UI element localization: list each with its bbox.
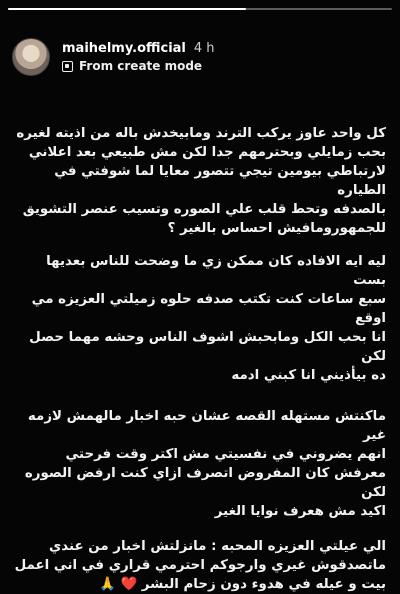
paragraph-3: ماكنتش مستهله القصه عشان حبه اخبار مالهمش لازمه غير انهم يضروني في نفسيتي مش اكتر وقت فرحتي معرفش كان المفروض اتصرف ازاي كنت ارفض الصوره لكن اكيد مش هعرف نوايا الغير: [24, 409, 386, 519]
story-progress-bar: [8, 8, 392, 10]
paragraph-1: كل واحد عاوز يركب الترند ومابيخدش باله من اذيته لغيره بحب زمايلي وبحترمهم جدا لكن مش طبيعي بعد اعلاني لارتباطي بيومين تيجي تتصور معايا لما شوفتي في الطياره بالصدفه وتحط قلب علي الصوره وتسيب عنصر التشويق للجمهورومافيش احساس بالغير ؟: [16, 126, 386, 236]
story-text: [12, 112, 386, 594]
paragraph-2: ليه ايه الافاده كان ممكن زي ما وضحت للناس بعديها بست سبع ساعات كنت تكتب صدفه حلوه زميلتي العزيزه مي اوقع انا بحب الكل ومابحبش اشوف الناس وحشه مهما حصل لكن ده بيأذيني انا كبني ادمه: [29, 254, 386, 383]
story-meta: [62, 41, 215, 73]
paragraph-4: الي عيلتي العزيزه المحبه : مانزلتش اخبار من عندي ماتصدقوش غيري وارجوكم احترمي قراري في اني اعمل بيت و عيله في هدوء دون زحام البشر ❤️ 🙏: [14, 539, 386, 592]
avatar[interactable]: [12, 38, 50, 76]
create-mode-label: From create mode: [79, 59, 203, 73]
create-mode-icon: [62, 61, 73, 72]
story-header: [12, 38, 388, 76]
story-progress-fill: [8, 8, 246, 10]
create-mode-link[interactable]: [62, 59, 215, 73]
post-time: 4 h: [193, 41, 215, 56]
username[interactable]: maihelmy.official: [62, 41, 186, 56]
